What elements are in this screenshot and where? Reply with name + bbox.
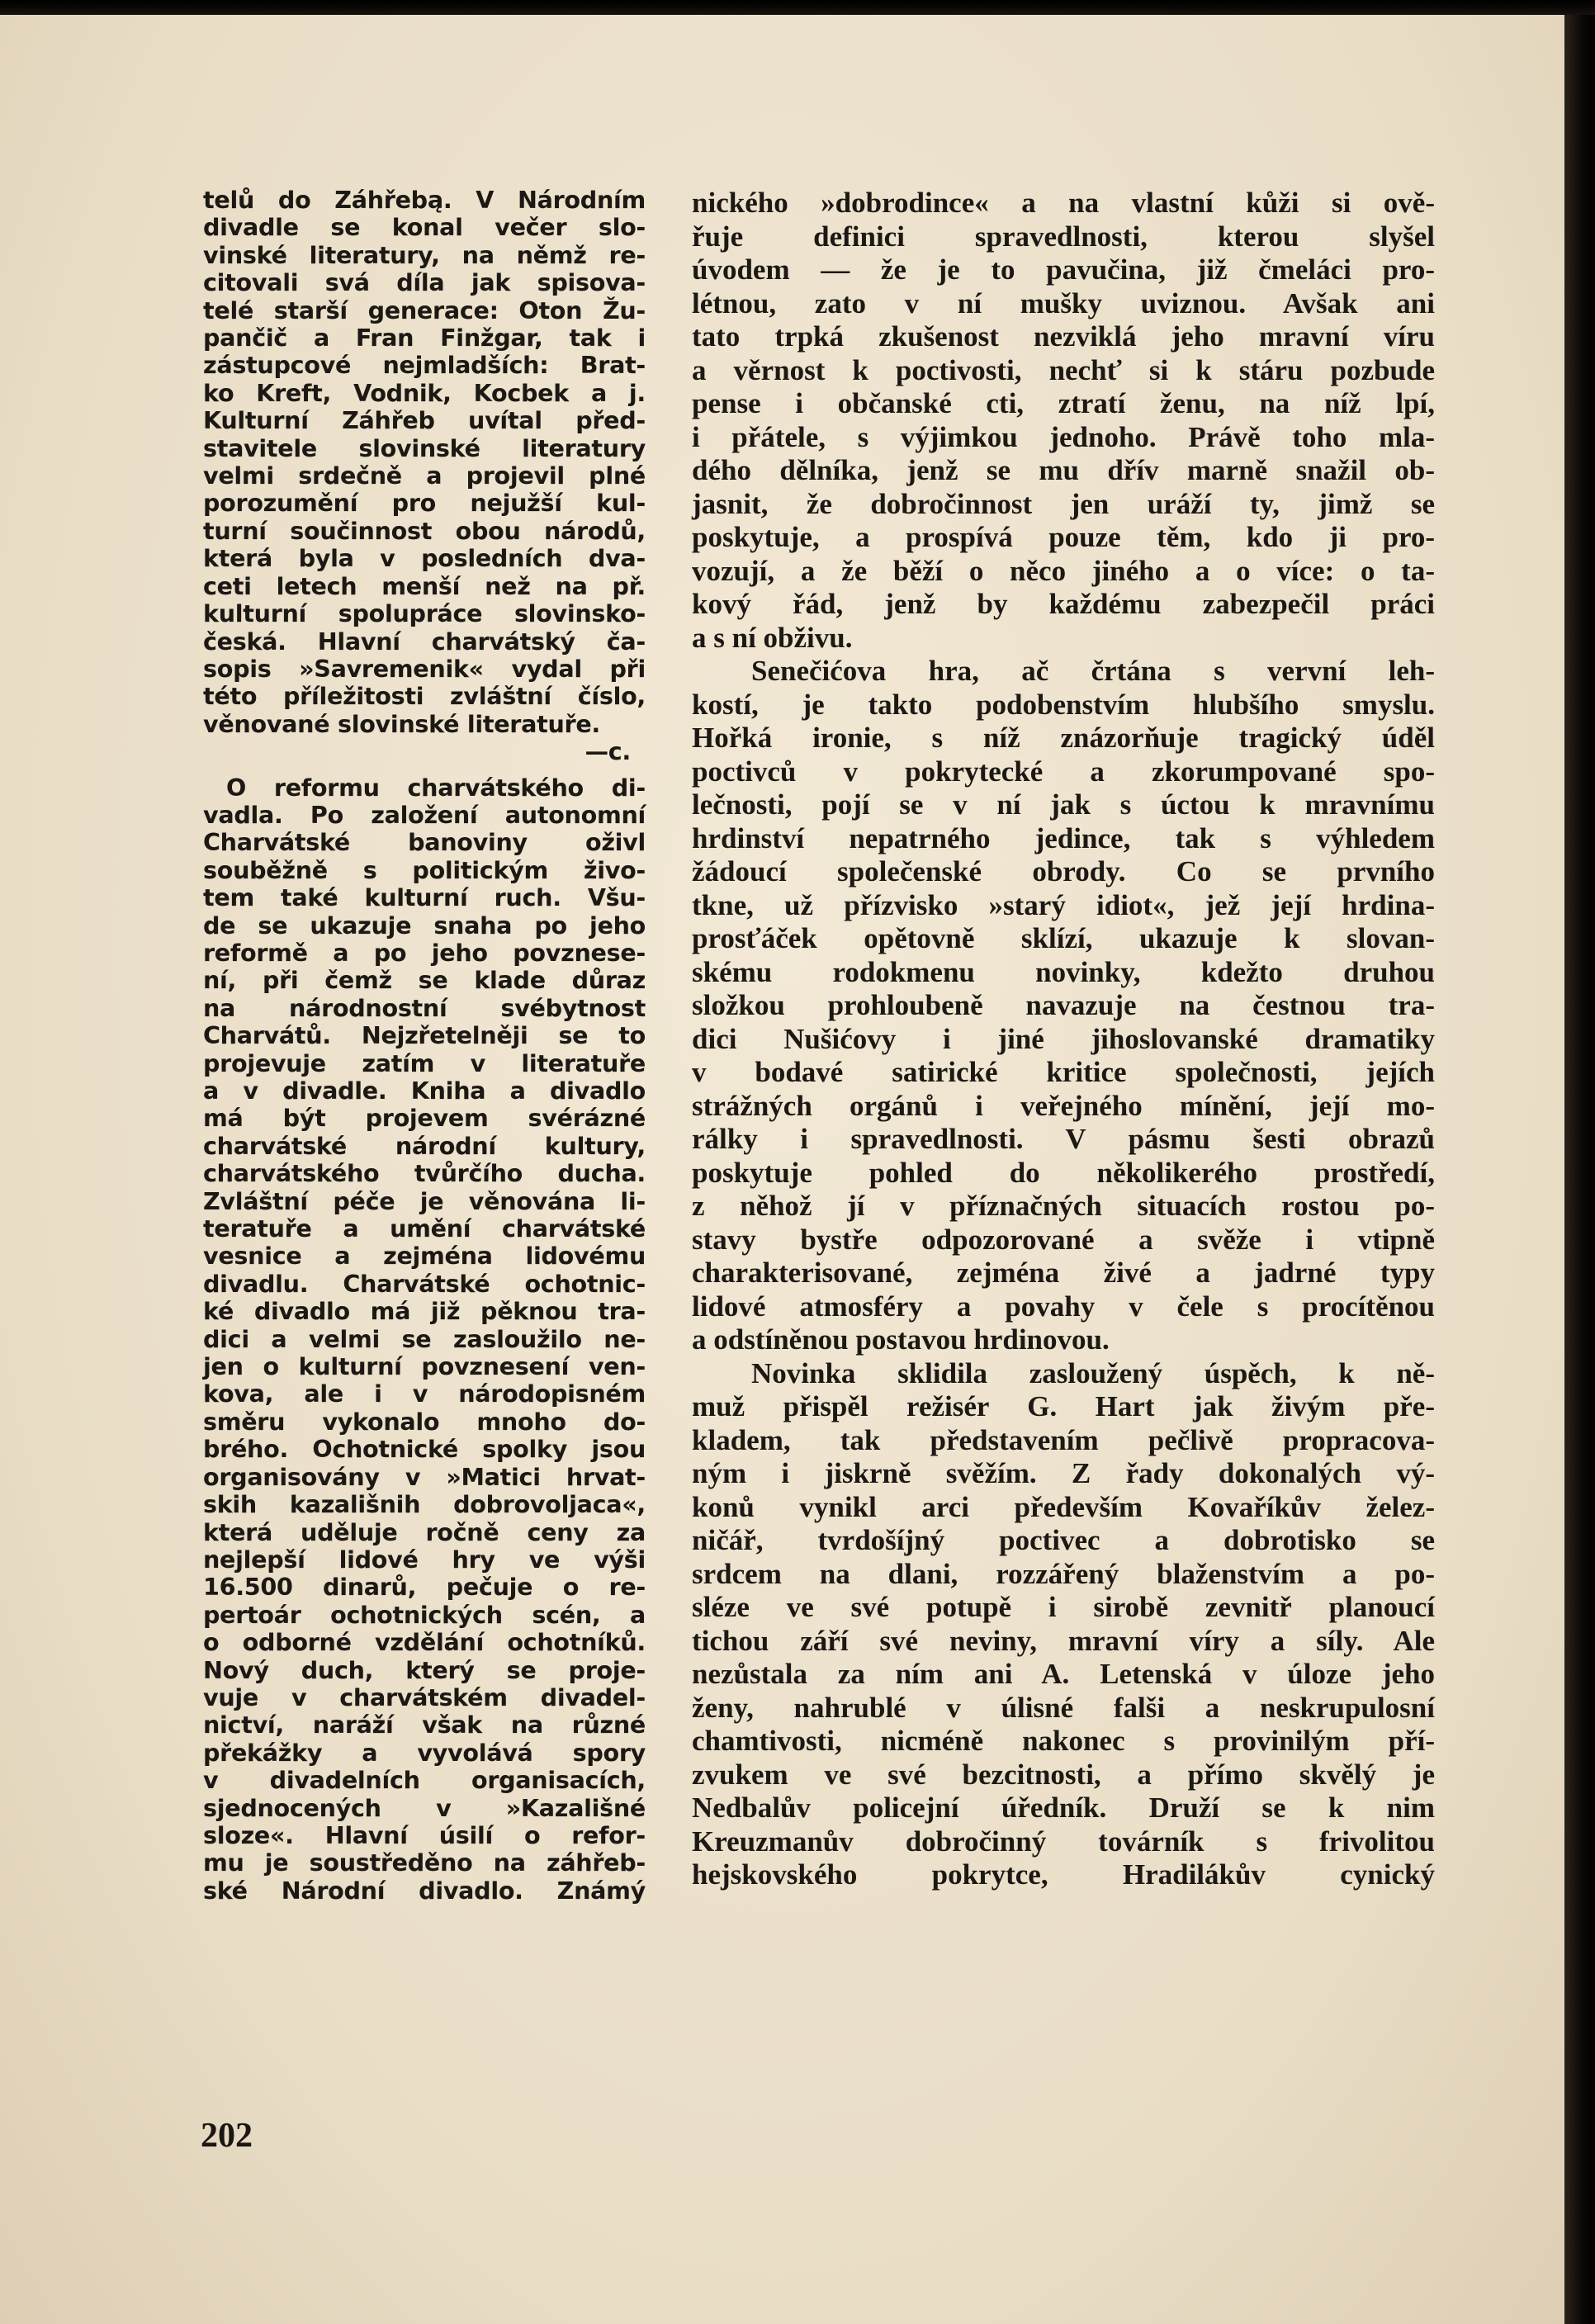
text-line: má být projevem svérázné [203,1104,646,1133]
text-line: divadlu. Charvátské ochotnic- [203,1269,646,1298]
text-line: jasnit, že dobročinnost jen uráží ty, jimž se [692,487,1435,520]
text-line: ké divadlo má již pěknou tra- [203,1297,646,1326]
text-line: a s ní obživu. [692,621,853,654]
text-line: ceti letech menší než na př. [203,571,646,600]
text-line: sjednocených v »Kazališné [203,1793,646,1822]
text-line: brého. Ochotnické spolky jsou [203,1435,646,1464]
text-line: Kreuzmanův dobročinný továrník s frivolitou [692,1825,1435,1858]
text-line: o odborné vzdělání ochotníků. [203,1628,646,1657]
text-line: Hořká ironie, s níž znázorňuje tragický úděl [692,722,1435,754]
text-line: Nový duch, který se proje- [203,1655,646,1684]
text-line: tem také kulturní ruch. Všu- [203,883,646,912]
text-line: ní, při čemž se klade důraz [203,966,646,995]
text-line: muž přispěl režisér G. Hart jak živým pře- [692,1390,1435,1422]
text-line: složkou prohloubeně navazuje na čestnou tra- [692,989,1435,1021]
text-line: turní součinnost obou národů, [203,516,646,545]
text-line: porozumění pro nejužší kul- [203,489,646,518]
right-column [692,187,1435,1892]
text-line: teratuře a umění charvátské [203,1214,646,1243]
text-line: organisovány v »Matici hrvat- [203,1462,646,1491]
text-line: skému rodokmenu novinky, kdežto druhou [692,955,1435,988]
text-line: Zvláštní péče je věnována li- [203,1186,646,1215]
text-line: v divadelních organisacích, [203,1766,646,1795]
text-line: souběžně s politickým živo- [203,855,646,884]
text-line: tato trpká zkušenost nezviklá jeho mravní víru [692,320,1435,353]
text-line: strážných orgánů i veřejného mínění, její mo- [692,1089,1435,1122]
text-line: dého dělníka, jenž se mu dřív marně snažil ob- [692,454,1435,486]
text-line: kladem, tak představením pečlivě propracova- [692,1423,1435,1456]
text-line: žádoucí společenské obrody. Co se prvního [692,855,1435,887]
text-line: která byla v posledních dva- [203,544,646,573]
text-line: Senečićova hra, ač črtána s vervní leh- [751,655,1435,687]
text-line: ničář, tvrdošíjný poctivec a dobrotisko se [692,1524,1435,1556]
text-line: charakterisované, zejména živé a jadrné typy [692,1257,1435,1289]
text-line: na národnostní svébytnost [203,993,646,1022]
book-page [0,15,1564,2324]
text-line: jen o kulturní povznesení ven- [203,1352,646,1381]
text-line: tichou září své neviny, mravní víry a síly. Ale [692,1624,1435,1657]
text-line: věnované slovinské literatuře. [203,709,600,738]
text-line: která uděluje ročně ceny za [203,1517,646,1546]
text-line: mu je soustředěno na záhřeb- [203,1848,646,1877]
text-line: směru vykonalo mnoho do- [203,1407,646,1436]
text-line: česká. Hlavní charvátský ča- [203,627,646,656]
text-line: vuje v charvátském divadel- [203,1683,646,1711]
text-line: kový řád, jenž by každému zabezpečil práci [692,588,1435,620]
paragraph-croatian-theatre-reform [203,774,646,1905]
text-line: poskytuje, a prospívá pouze těm, kdo ji pro- [692,521,1435,553]
text-line: konů vynikl arci především Kovaříkův želez- [692,1490,1435,1523]
text-line: rálky i spravedlnosti. V pásmu šesti obrazů [692,1123,1435,1155]
text-line: pančič a Fran Finžgar, tak i [203,324,646,353]
text-line: nictví, naráží však na různé [203,1711,646,1739]
paragraph-honest-man [692,187,1435,655]
text-line: divadle se konal večer slo- [203,213,646,242]
text-line: poctivců v pokrytecké a zkorumpované spo- [692,755,1435,788]
text-line: úvodem — že je to pavučina, již čmeláci pro- [692,253,1435,286]
text-line: této příležitosti zvláštní číslo, [203,682,646,711]
text-line: chamtivosti, nicméně nakonec s provinilým pří- [692,1725,1435,1757]
text-line: v bodavé satirické kritice společnosti, jejích [692,1056,1435,1088]
text-line: dici a velmi se zasloužilo ne- [203,1324,646,1353]
text-line: Charvátů. Nejzřetelněji se to [203,1021,646,1050]
text-line: charvátské národní kultury, [203,1131,646,1160]
text-line: a věrnost k poctivosti, nechť si k stáru pozbude [692,353,1435,386]
text-line: charvátského tvůrčího ducha. [203,1159,646,1188]
text-line: překážky a vyvolává spory [203,1738,646,1767]
page-number: 202 [201,2117,253,2155]
text-line: vadla. Po založení autonomní [203,800,646,829]
text-line: Charvátské banoviny oživl [203,828,646,857]
text-line: i přátele, s výjimkou jednoho. Právě toho mla- [692,420,1435,453]
text-line: z něhož jí v příznačných situacích rostou po- [692,1190,1435,1222]
paragraph-seneci-play [692,655,1435,1357]
text-line: vozují, a že běží o něco jiného a o více: o ta- [692,554,1435,587]
text-line: kostí, je takto podobenstvím hlubšího smyslu. [692,688,1435,721]
text-line: skih kazališnih dobrovoljaca«, [203,1490,646,1519]
text-line: velmi srdečně a projevil plné [203,461,646,490]
left-column [203,187,646,1905]
text-line: nického »dobrodince« a na vlastní kůži si ově- [692,187,1435,219]
text-line: a odstíněnou postavou hrdinovou. [692,1323,1110,1356]
text-line: projevuje zatím v literatuře [203,1048,646,1077]
text-line: pertoár ochotnických scén, a [203,1600,646,1629]
text-line: stavitele slovinské literatury [203,433,646,462]
author-signature: —c. [585,737,631,766]
paragraph-performance-review [692,1357,1435,1892]
text-line: ným i jiskrně svěžím. Z řady dokonalých vý- [692,1457,1435,1489]
text-line: srdcem na dlani, rozzářený blaženstvím a po- [692,1557,1435,1590]
text-line: ženy, nahrublé v úlisné falši a neskrupulosní [692,1691,1435,1724]
text-line: stavy bystře odpozorované a svěže i vtipně [692,1223,1435,1256]
text-line: de se ukazuje snaha po jeho [203,911,646,940]
text-line: Novinka sklidila zasloužený úspěch, k ně- [751,1356,1435,1389]
text-line: sopis »Savremenik« vydal při [203,654,646,683]
text-line: vinské literatury, na němž re- [203,240,646,269]
text-line: létnou, zato v ní mušky uviznou. Avšak ani [692,286,1435,319]
text-line: O reformu charvátského di- [226,773,646,802]
text-line: ko Kreft, Vodnik, Kocbek a j. [203,378,646,407]
text-line: telů do Záhřebą. V Národním [203,186,646,214]
text-line: a v divadle. Kniha a divadlo [203,1077,646,1105]
text-line: reformě a po jeho povznese- [203,938,646,967]
text-line: sloze«. Hlavní úsilí o refor- [203,1820,646,1849]
text-line: 16.500 dinarů, pečuje o re- [203,1573,646,1602]
text-line: nezůstala za ním ani A. Letenská v úloze jeho [692,1658,1435,1690]
text-line: sléze ve své potupě i sirobě zevnitř planoucí [692,1591,1435,1623]
text-line: ské Národní divadlo. Známý [203,1876,646,1905]
text-line: zástupcové nejmladších: Brat- [203,351,646,380]
text-line: Nedbalův policejní úředník. Druží se k nim [692,1792,1435,1824]
text-line: hejskovského pokrytce, Hradilákův cynický [692,1858,1435,1891]
text-line: vesnice a zejména lidovému [203,1242,646,1271]
text-line: řuje definici spravedlnosti, kterou slyšel [692,220,1435,253]
text-line: dici Nušićovy i jiné jihoslovanské dramatiky [692,1022,1435,1055]
text-line: tkne, už přízvisko »starý idiot«, jež její hrdina- [692,888,1435,921]
text-line: lidové atmosféry a povahy v čele s procítěnou [692,1290,1435,1323]
text-line: pense i občanské cti, ztratí ženu, na níž lpí, [692,387,1435,419]
book-edge-shadow [1564,15,1595,2324]
text-line: Kulturní Záhřeb uvítal před- [203,406,646,435]
text-line: kova, ale i v národopisném [203,1380,646,1408]
text-line: poskytuje pohled do několikerého prostředí, [692,1156,1435,1189]
text-line: citovali svá díla jak spisova- [203,268,646,297]
text-line: lečnosti, pojí se v ní jak s úctou k mravnímu [692,788,1435,821]
text-line: nejlepší lidové hry ve výši [203,1545,646,1574]
paragraph-slovene-evening [203,187,646,738]
text-line: hrdinství nepatrného jedince, tak s výhledem [692,821,1435,854]
text-line: zvukem ve své bezcitnosti, a přímo skvělý je [692,1758,1435,1791]
text-line: prosťáček opětovně sklízí, ukazuje k slovan- [692,922,1435,954]
text-line: telé starší generace: Oton Žu- [203,296,646,324]
text-line: kulturní spolupráce slovinsko- [203,599,646,628]
